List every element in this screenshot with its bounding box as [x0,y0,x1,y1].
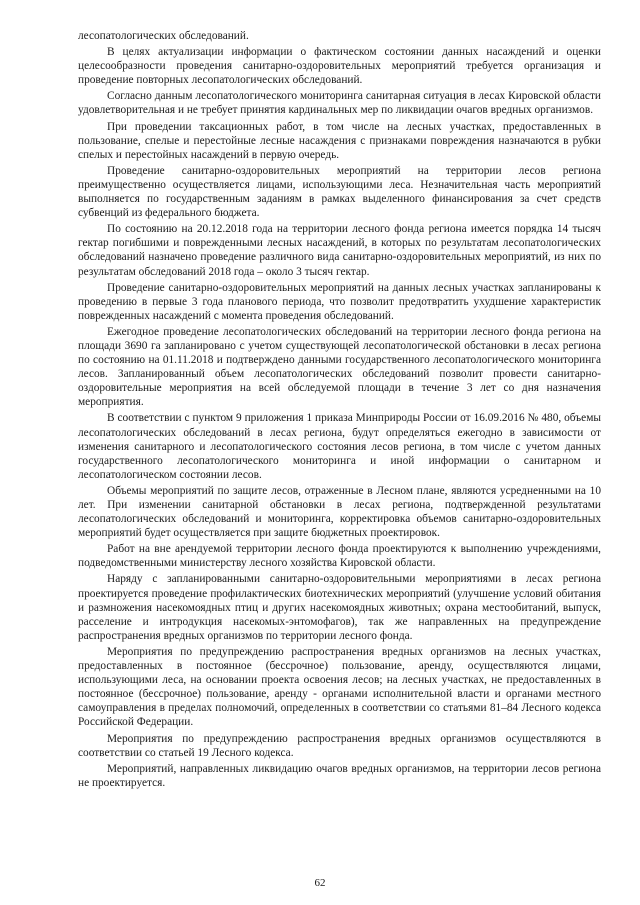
paragraph: В целях актуализации информации о фактическом состоянии данных насаждений и оценки целесообразности проведения санитарно-оздоровительных мероприятий требуется организация и проведение повторных лесопатологических обследований. [78,46,601,87]
paragraph: По состоянию на 20.12.2018 года на территории лесного фонда региона имеется порядка 14 тысяч гектар погибшими и поврежденными лесных насаждений, в которых по результатам лесопатологических обследований назначено проведение различного вида санитарно-оздоровительных мероприятий, из них по результатам обследований 2018 года – около 3 тысяч гектар. [78,223,601,278]
paragraph: В соответствии с пунктом 9 приложения 1 приказа Минприроды России от 16.09.2016 № 480, объемы лесопатологических обследований в лесах региона, будут определяться ежегодно в зависимости от изменения санитарного и лесопатологического состояния лесов региона, в том числе с учетом данных государственного лесопатологического мониторинга и иной информации о санитарном и лесопатологическом состоянии лесов. [78,412,601,481]
paragraph: Согласно данным лесопатологического мониторинга санитарная ситуация в лесах Кировской области удовлетворительная и не требует принятия кардинальных мер по ликвидации очагов вредных организмов. [78,90,601,117]
paragraph-continuation: лесопатологических обследований. [78,30,249,42]
page-number: 62 [314,877,326,889]
paragraph: Наряду с запланированными санитарно-оздоровительными мероприятиями в лесах региона проектируется проведение профилактических биотехнических мероприятий (улучшение условий обитания и размножения насекомоядных птиц и других насекомоядных животных; охрана местообитаний, выпуск, расселение и интродукция насекомых-энтомофагов), так же направленных на предупреждение распространения вредных организмов по территории лесного фонда. [78,573,601,642]
paragraph: Мероприятий, направленных ликвидацию очагов вредных организмов, на территории лесов региона не проектируется. [78,762,601,789]
paragraph: Проведение санитарно-оздоровительных мероприятий на территории лесов региона преимущественно осуществляется лицами, использующими леса. Незначительная часть мероприятий выполняется по государственным заданиям в рамках выделенного финансирования за счет средств субвенций из федерального бюджета. [78,164,601,220]
paragraph: Объемы мероприятий по защите лесов, отраженные в Лесном плане, являются усредненными на 10 лет. При изменении санитарной обстановки в лесах региона, подтвержденной результатами лесопатологических обследований и мониторинга, корректировка объемов санитарно-оздоровительных мероприятий будет осуществляется при защите бюджетных проектировок. [78,484,601,540]
document-body [78,29,601,792]
paragraph: Ежегодное проведение лесопатологических обследований на территории лесного фонда региона на площади 3690 га запланировано с учетом существующей лесопатологической обстановки в лесах региона по состоянию на 01.11.2018 и подтверждено данными государственного лесопатологического мониторинга лесов. Запланированный объем лесопатологических обследований позволит провести санитарно-оздоровительные мероприятия на всей обследуемой площади в течение 3 лет со дня назначения мероприятия. [78,325,601,409]
paragraph: Работ на вне арендуемой территории лесного фонда проектируются к выполнению учреждениями, подведомственными министерству лесного хозяйства Кировской области. [78,543,601,570]
paragraph: Мероприятия по предупреждению распространения вредных организмов на лесных участках, предоставленных в постоянное (бессрочное) пользование, аренду, осуществляются лицами, использующими леса, на основании проекта освоения лесов; на лесных участках, не предоставленных в постоянное (бессрочное) пользование, аренду - органами исполнительной власти и органами местного самоуправления в пределах полномочий, определенных в соответствии со статьями 81–84 Лесного кодекса Российской Федерации. [78,645,601,729]
paragraph: Проведение санитарно-оздоровительных мероприятий на данных лесных участках запланированы к проведению в первые 3 года планового периода, что позволит предотвратить ухудшение характеристик поврежденных насаждений с момента проведения обследований. [78,281,601,322]
paragraph: При проведении таксационных работ, в том числе на лесных участках, предоставленных в пользование, спелые и перестойные лесные насаждения с признаками повреждения назначаются в рубки спелых и перестойных насаждений в первую очередь. [78,120,601,161]
paragraph: Мероприятия по предупреждению распространения вредных организмов осуществляются в соответствии со статьей 19 Лесного кодекса. [78,732,601,759]
